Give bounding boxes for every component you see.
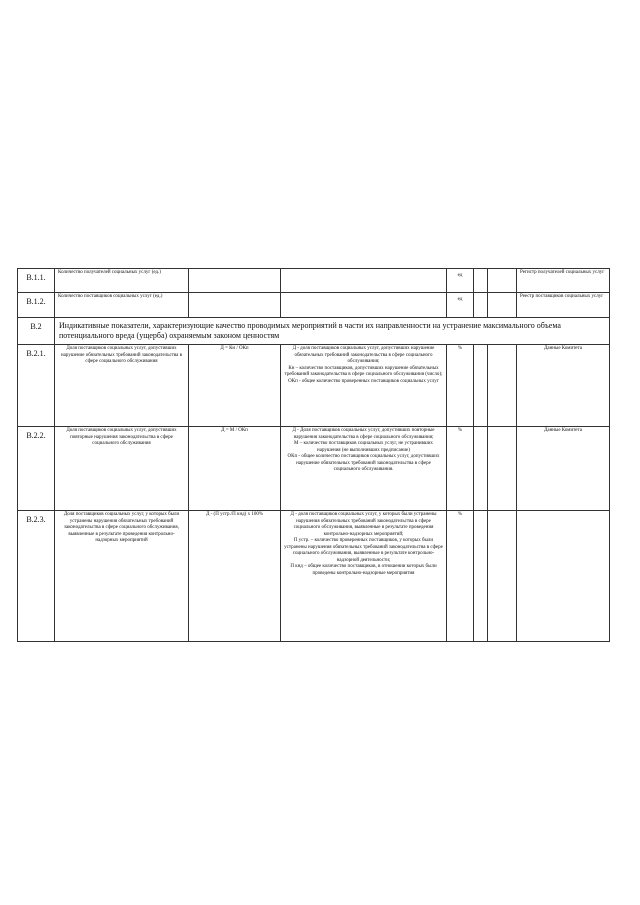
source-cell: Данные Комитета [517, 345, 610, 427]
unit-cell: % [447, 427, 474, 511]
formula-cell: Д = Кн / ОКп [189, 345, 281, 427]
row-number: В.1.1. [18, 269, 55, 293]
indicators-table [17, 268, 610, 642]
section-row [18, 318, 610, 345]
empty-cell [474, 293, 488, 318]
source-cell: Регистр получателей социальных услуг [517, 269, 610, 293]
section-number: В.2 [18, 318, 55, 345]
definitions-cell: Д - Доля поставщиков социальных услуг, допустивших повторные нарушения законодательства в сфере социального обслуживания; М – количество поставщиков социальных услуг, не устранивших нарушения (не выполнивших предписание) ОКп - общее количество поставщиков социальных услуг, допустивших нарушение обязательных требований законодательства в сфере социального обслуживания. [281, 427, 447, 511]
empty-cell [474, 345, 488, 427]
empty-cell [488, 293, 517, 318]
unit-cell: ед [447, 293, 474, 318]
source-cell: Реестр поставщиков социальных услуг [517, 293, 610, 318]
empty-cell [488, 269, 517, 293]
row-number: В.2.2. [18, 427, 55, 511]
section-title: Индикативные показатели, характеризующие качество проводимых мероприятий в части их направленности на устранение максимального объема потенциального вреда (ущерба) охраняемым законом ценностям [55, 318, 610, 345]
row-number: В.2.3. [18, 511, 55, 642]
indicator-name: Доля поставщиков социальных услуг, допустивших нарушение обязательных требований законодательства в сфере социального обслуживания [55, 345, 189, 427]
table-row [18, 427, 610, 511]
formula-cell: Д - (П устр./П кнд) x 100% [189, 511, 281, 642]
empty-cell [488, 345, 517, 427]
empty-cell [474, 269, 488, 293]
empty-cell [488, 427, 517, 511]
table-row [18, 269, 610, 293]
table-row [18, 345, 610, 427]
row-number: В.2.1. [18, 345, 55, 427]
definitions-cell [281, 269, 447, 293]
empty-cell [474, 511, 488, 642]
unit-cell: % [447, 345, 474, 427]
indicator-name: Количество поставщиков социальных услуг (ед.) [55, 293, 189, 318]
formula-cell: Д = М / ОКп [189, 427, 281, 511]
source-cell: Данные Комитета [517, 427, 610, 511]
table-row [18, 511, 610, 642]
source-cell [517, 511, 610, 642]
definitions-cell: Д - доля поставщиков социальных услуг, допустивших нарушение обязательных требований законодательства в сфере социального обслуживания; Кн – количество поставщиков, допустивших нарушение обязательных требований законодательства в сфере социального обслуживания (число); ОКп - общее количество проверенных поставщиков социальных услуг [281, 345, 447, 427]
formula-cell [189, 293, 281, 318]
row-number: В.1.2. [18, 293, 55, 318]
unit-cell: % [447, 511, 474, 642]
unit-cell: ед [447, 269, 474, 293]
table-row [18, 293, 610, 318]
indicator-name: Доля поставщиков социальных услуг, допустивших повторные нарушения законодательства в сфере социального обслуживания [55, 427, 189, 511]
indicator-name: Доля поставщиков социальных услуг, у которых были устранены нарушения обязательных требований законодательства в сфере социального обслуживания, выявленные в результате проведения контрольно-надзорных мероприятий [55, 511, 189, 642]
formula-cell [189, 269, 281, 293]
definitions-cell [281, 293, 447, 318]
empty-cell [474, 427, 488, 511]
definitions-cell: Д - доля поставщиков социальных услуг, у которых были устранены нарушения обязательных требований законодательства в сфере социального обслуживания, выявленные в результате проведения контрольно-надзорных мероприятий; П устр. – количество проверенных поставщиков, у которых были устранены нарушения обязательных требований законодательства в сфере социального обслуживания, выявленные в результате контрольно-надзорной деятельности; П кнд – общее количество поставщиков, в отношении которых были проведены контрольно-надзорные мероприятия [281, 511, 447, 642]
empty-cell [488, 511, 517, 642]
indicator-name: Количество получателей социальных услуг (ед.) [55, 269, 189, 293]
